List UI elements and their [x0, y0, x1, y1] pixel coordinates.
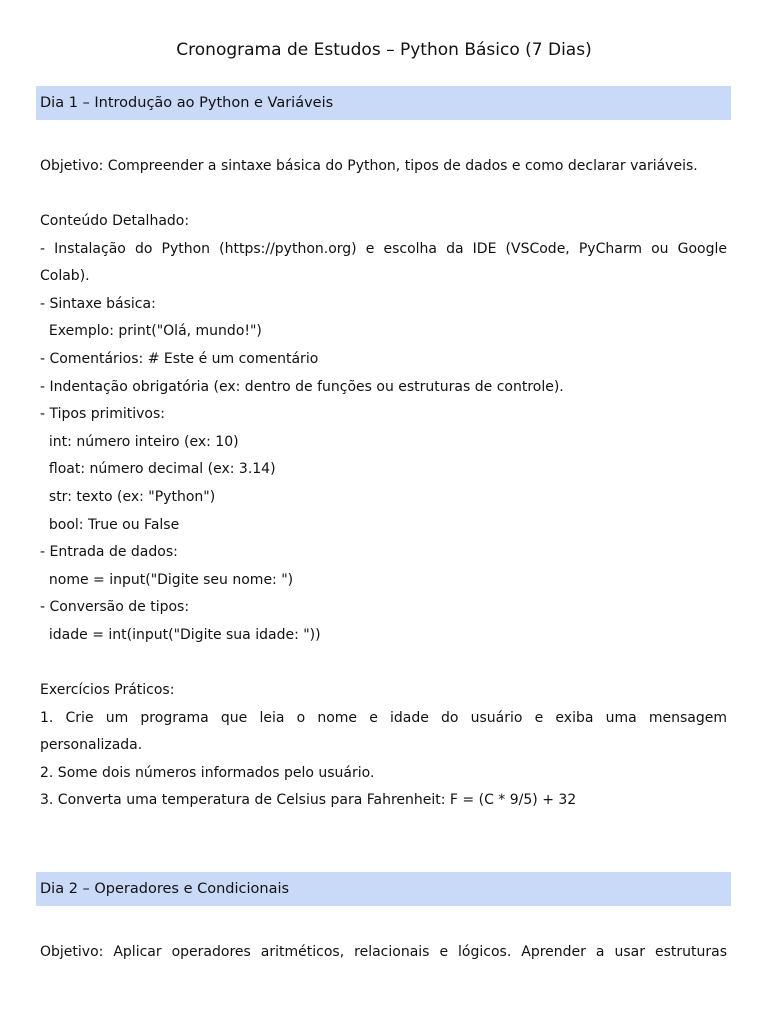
content-line: - Comentários: # Este é um comentário [40, 350, 319, 367]
content-line: - Conversão de tipos: [40, 599, 190, 616]
day-1-content [40, 208, 727, 650]
exercise-line: personalizada. [40, 737, 143, 754]
exercise-line: 3. Converta uma temperatura de Celsius para Fahrenheit: F = (C * 9/5) + 32 [40, 792, 577, 809]
content-line: - Entrada de dados: [40, 544, 178, 561]
exercise-line: 2. Some dois números informados pelo usuário. [40, 764, 375, 781]
content-line: bool: True ou False [40, 516, 180, 533]
content-line: nome = input("Digite seu nome: ") [40, 571, 294, 588]
day-2-objective [40, 939, 727, 967]
content-heading: Conteúdo Detalhado: [40, 213, 190, 229]
content-line: int: número inteiro (ex: 10) [40, 433, 239, 450]
day-1-objective [40, 153, 727, 181]
content-line: idade = int(input("Digite sua idade: ")) [40, 626, 321, 643]
content-line: str: texto (ex: "Python") [40, 488, 216, 505]
content-line: Exemplo: print("Olá, mundo!") [40, 323, 262, 340]
content-line: - Indentação obrigatória (ex: dentro de funções ou estruturas de controle). [40, 378, 564, 395]
objective-text: Objetivo: Compreender a sintaxe básica do Python, tipos de dados e como declarar variáveis. [40, 158, 698, 174]
day-1-exercises [40, 677, 727, 815]
content-line: - Sintaxe básica: [40, 295, 156, 312]
section-header-day-1: Dia 1 – Introdução ao Python e Variáveis [36, 86, 731, 120]
content-line: - Tipos primitivos: [40, 406, 166, 423]
content-line: - Instalação do Python (https://python.org) e escolha da IDE (VSCode, PyCharm ou Google [40, 240, 727, 257]
content-line: Colab). [40, 268, 90, 285]
content-line: float: número decimal (ex: 3.14) [40, 461, 276, 478]
exercise-line: 1. Crie um programa que leia o nome e idade do usuário e exiba uma mensagem [40, 709, 727, 726]
objective-text: Objetivo: Aplicar operadores aritméticos, relacionais e lógicos. Aprender a usar estruturas [40, 944, 727, 960]
section-header-day-2: Dia 2 – Operadores e Condicionais [36, 872, 731, 906]
document-title: Cronograma de Estudos – Python Básico (7 Dias) [176, 40, 592, 60]
exercises-heading: Exercícios Práticos: [40, 682, 175, 698]
